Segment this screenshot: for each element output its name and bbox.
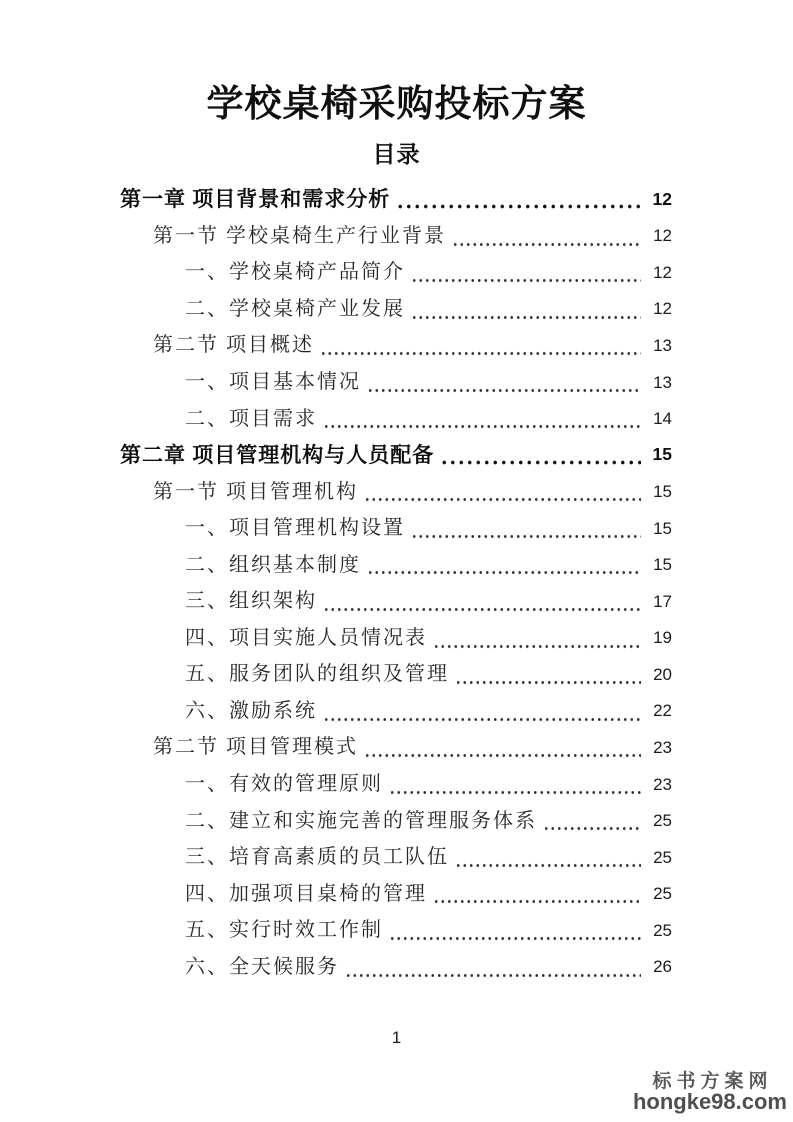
toc-entry-page: 26	[653, 957, 672, 977]
toc-dot-leader	[389, 766, 641, 803]
toc-dot-leader	[455, 839, 641, 876]
toc-entry-page: 15	[653, 518, 672, 538]
toc-entry-label: 二、建立和实施完善的管理服务体系	[185, 809, 537, 832]
toc-entry-page: 25	[653, 884, 672, 904]
toc-entry-label: 三、培育高素质的员工队伍	[185, 846, 449, 869]
toc-entry-label: 五、实行时效工作制	[185, 919, 383, 942]
toc-entry[interactable]	[120, 875, 672, 912]
toc-entry[interactable]	[120, 948, 672, 985]
toc-dot-leader	[320, 327, 641, 364]
toc-entry-label: 第一节 学校桌椅生产行业背景	[153, 224, 446, 247]
toc-heading: 目录	[372, 142, 421, 167]
toc-entry[interactable]	[120, 510, 672, 547]
toc-entry[interactable]	[120, 802, 672, 839]
toc-dot-leader	[323, 583, 641, 620]
toc-entry-page: 14	[653, 409, 672, 429]
toc-dot-leader	[345, 948, 641, 985]
toc-dot-leader	[389, 912, 641, 949]
toc-dot-leader	[323, 400, 641, 437]
toc-entry-page: 23	[653, 774, 672, 794]
toc-entry-page: 25	[653, 920, 672, 940]
toc-entry[interactable]	[120, 766, 672, 803]
toc-entry[interactable]	[120, 218, 672, 255]
toc-entry-page: 19	[653, 628, 672, 648]
toc-entry-page: 25	[653, 847, 672, 867]
toc-entry-label: 二、学校桌椅产业发展	[185, 297, 405, 320]
toc-entry-page: 12	[652, 188, 672, 209]
toc-entry-label: 四、加强项目桌椅的管理	[185, 882, 427, 905]
toc-entry-label: 第二节 项目概述	[153, 334, 314, 357]
toc-entry-page: 15	[652, 444, 672, 465]
toc-entry-label: 五、服务团队的组织及管理	[185, 663, 449, 686]
toc-entry-page: 22	[653, 701, 672, 721]
toc-entry-page: 12	[653, 226, 672, 246]
table-of-contents	[120, 181, 672, 985]
toc-entry[interactable]	[120, 546, 672, 583]
toc-entry-label: 一、项目基本情况	[185, 371, 361, 393]
toc-entry-page: 15	[653, 555, 672, 575]
toc-entry[interactable]	[120, 912, 672, 949]
toc-entry-label: 六、激励系统	[185, 699, 317, 722]
toc-entry-label: 第一节 项目管理机构	[153, 480, 358, 503]
site-watermark	[633, 1072, 787, 1114]
toc-dot-leader	[455, 656, 641, 693]
toc-dot-leader	[543, 802, 641, 839]
toc-dot-leader	[364, 473, 641, 510]
toc-entry[interactable]	[120, 656, 672, 693]
toc-dot-leader	[364, 729, 641, 766]
toc-entry-page: 13	[653, 335, 672, 355]
watermark-site-name: 标书方案网	[652, 1071, 773, 1092]
toc-entry[interactable]	[120, 400, 672, 437]
toc-entry-page: 13	[653, 372, 672, 392]
toc-entry[interactable]	[120, 729, 672, 766]
toc-dot-leader	[411, 291, 641, 328]
toc-entry-page: 12	[653, 299, 672, 319]
toc-entry-label: 一、有效的管理原则	[185, 773, 383, 796]
toc-entry-page: 17	[653, 591, 672, 611]
toc-dot-leader	[440, 437, 641, 474]
toc-entry[interactable]	[120, 693, 672, 730]
toc-dot-leader	[367, 364, 641, 401]
toc-entry-label: 二、项目需求	[185, 407, 317, 430]
toc-entry[interactable]	[120, 254, 672, 291]
toc-entry[interactable]	[120, 437, 672, 474]
toc-entry[interactable]	[120, 291, 672, 328]
toc-entry[interactable]	[120, 620, 672, 657]
toc-dot-leader	[323, 693, 641, 730]
toc-dot-leader	[433, 620, 641, 657]
toc-entry-label: 六、全天候服务	[185, 955, 339, 978]
toc-entry[interactable]	[120, 327, 672, 364]
toc-entry-page: 25	[653, 811, 672, 831]
toc-entry-page: 20	[653, 664, 672, 684]
toc-entry-page: 12	[653, 262, 672, 282]
toc-entry[interactable]	[120, 839, 672, 876]
toc-entry-label: 第二章 项目管理机构与人员配备	[120, 442, 435, 467]
toc-dot-leader	[433, 875, 641, 912]
toc-dot-leader	[411, 510, 641, 547]
toc-dot-leader	[452, 218, 641, 255]
page-number: 1	[391, 1028, 402, 1047]
toc-entry-label: 第二节 项目管理模式	[153, 736, 358, 759]
toc-dot-leader	[411, 254, 641, 291]
watermark-site-url: hongke98.com	[632, 1089, 787, 1115]
toc-entry-label: 第一章 项目背景和需求分析	[120, 186, 391, 211]
toc-entry[interactable]	[120, 364, 672, 401]
toc-entry[interactable]	[120, 583, 672, 620]
document-title: 学校桌椅采购投标方案	[206, 84, 587, 125]
toc-entry-label: 三、组织架构	[185, 590, 317, 613]
toc-entry-label: 二、组织基本制度	[185, 553, 361, 576]
toc-dot-leader	[396, 181, 641, 218]
toc-entry[interactable]	[120, 473, 672, 510]
toc-entry[interactable]	[120, 181, 672, 218]
toc-entry-label: 四、项目实施人员情况表	[185, 626, 427, 649]
toc-entry-label: 一、学校桌椅产品简介	[185, 261, 405, 284]
toc-entry-page: 23	[653, 737, 672, 757]
toc-entry-page: 15	[653, 482, 672, 502]
toc-entry-label: 一、项目管理机构设置	[185, 517, 405, 540]
toc-dot-leader	[367, 546, 641, 583]
